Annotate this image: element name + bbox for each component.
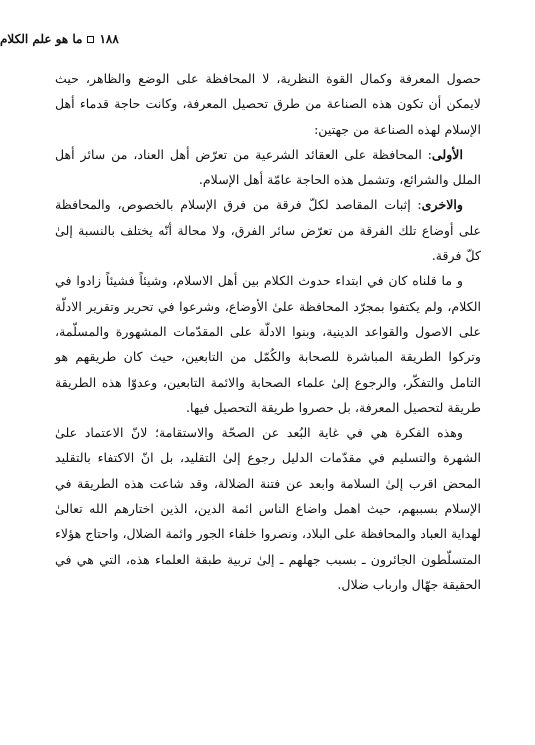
paragraph-second-aspect [55,192,481,268]
paragraph-history: و ما قلناه كان في ابتداء حدوث الكلام بين أهل الاسلام، وشيئاً فشيئاً زادوا في الكلام، ولم يكتفوا بمجرّد المحافظة علىٰ الأوضاع، وشرعوا في تحرير وتقرير الادلّة على الاصول والقواعد الدينية، وبنوا الادلّة على المقدّمات المشهورة والمسلّمة، وتركوا الطريقة المباشرة للصحابة والكُمّل من التابعين، حيث كان طريقهم هو التامل والتفكّر، والرجوع إلىٰ علماء الصحابة والائمة التابعين، وعدوّا هذه الطريقة طريقة لتحصيل المعرفة، بل حصروا طريقة التحصيل فيها. [55,273,481,415]
term-second: والاخرى [421,197,463,213]
page-number: ١٨٨ [99,32,119,46]
term-first: الأولى [431,146,463,162]
paragraph-first-aspect-text: : المحافظة على العقائد الشرعية من تعرّض أهل العناد، من سائر أهل الملل والشرائع، وتشمل هذه الحاجة عامّة أهل الإسلام. [55,146,481,188]
paragraph-second-aspect-text: : إثبات المقاصد لكلّ فرقة من فرق الإسلام بالخصوص، والمحافظة على أوضاع تلك الفرقة من تعرّض سائر الفرق، ولا محالة أنّه يختلف بالنسبة إلىٰ كلّ فرقة. [55,197,481,264]
paragraph-critique: وهذه الفكرة هي في غاية البُعد عن الصحّة والاستقامة؛ لانّ الاعتماد علىٰ الشهرة والتسليم في مقدّمات الدليل رجوع إلىٰ التقليد، بل انّ الاكتفاء بالتقليد المحض اقرب إلىٰ السلامة وابعد عن فتنة الضلالة، وقد شاعت هذه الطريقة في الإسلام بسببهم، حيث اهمل واضاع الناس ائمة الدين، الذين اختارهم الله تعالىٰ لهداية العباد والمحافظة على البلاد، ونصروا خلفاء الجور وائمة الضلال، واحتاج هؤلاء المتسلّطون الجائرون ـ بسبب جهلهم ـ إلىٰ تربية طبقة العلماء هذه، التي هي في الحقيقة جهّال وارباب ضلال. [55,425,481,592]
chapter-title: ما هو علم الكلام [0,32,83,46]
running-header [0,28,535,50]
paragraph-first-aspect [55,142,481,193]
separator-square-icon [87,36,94,43]
body-text [55,66,481,597]
paragraph-intro: حصول المعرفة وكمال القوة النظرية، لا المحافظة على الوضع والظاهر، حيث لايمكن أن تكون هذه الصناعة من طرق تحصيل المعرفة، وكانت حاجة قدماء أهل الإسلام لهذه الصناعة من جهتين: [55,71,481,137]
